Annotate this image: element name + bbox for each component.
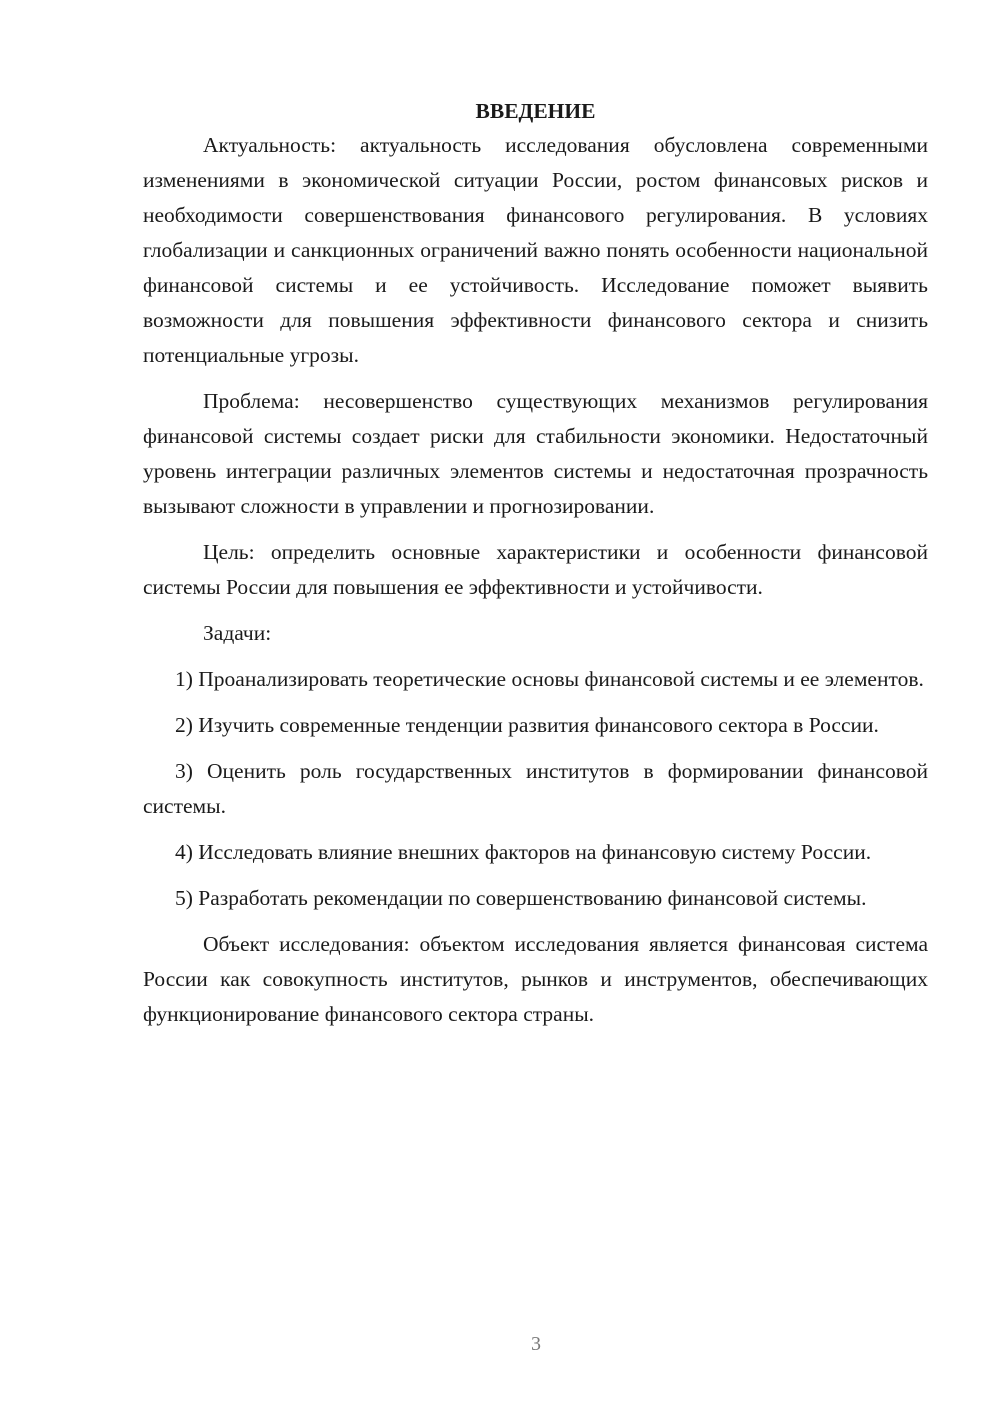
relevance-paragraph: Актуальность: актуальность исследования обусловлена современными изменениями в экономической ситуации России, ростом финансовых рисков и необходимости совершенствования финансового регулирования. В условиях глобализации и санкционных ограничений важно понять особенности национальной финансовой системы и ее устойчивость. Исследование поможет выявить возможности для повышения эффективности финансового сектора и снизить потенциальные угрозы. — [143, 133, 928, 367]
task-item-5: 5) Разработать рекомендации по совершенствованию финансовой системы. — [175, 886, 867, 910]
object-paragraph: Объект исследования: объектом исследования является финансовая система России как совокупность институтов, рынков и инструментов, обеспечивающих функционирование финансового сектора страны. — [143, 932, 928, 1026]
task-item-2: 2) Изучить современные тенденции развития финансового сектора в России. — [175, 713, 879, 737]
tasks-list — [143, 662, 928, 916]
task-item-4: 4) Исследовать влияние внешних факторов на финансовую систему России. — [175, 840, 872, 864]
goal-paragraph: Цель: определить основные характеристики и особенности финансовой системы России для повышения ее эффективности и устойчивости. — [143, 540, 928, 599]
task-item-1: 1) Проанализировать теоретические основы финансовой системы и ее элементов. — [175, 667, 924, 691]
task-item-3: 3) Оценить роль государственных институтов в формировании финансовой системы. — [143, 759, 928, 818]
page-title: ВВЕДЕНИЕ — [475, 99, 596, 123]
tasks-heading: Задачи: — [203, 621, 272, 645]
document-page — [143, 96, 928, 1043]
problem-paragraph: Проблема: несовершенство существующих механизмов регулирования финансовой системы создает риски для стабильности экономики. Недостаточный уровень интеграции различных элементов системы и недостаточная прозрачность вызывают сложности в управлении и прогнозировании. — [143, 389, 928, 518]
page-number: 3 — [531, 1333, 541, 1355]
